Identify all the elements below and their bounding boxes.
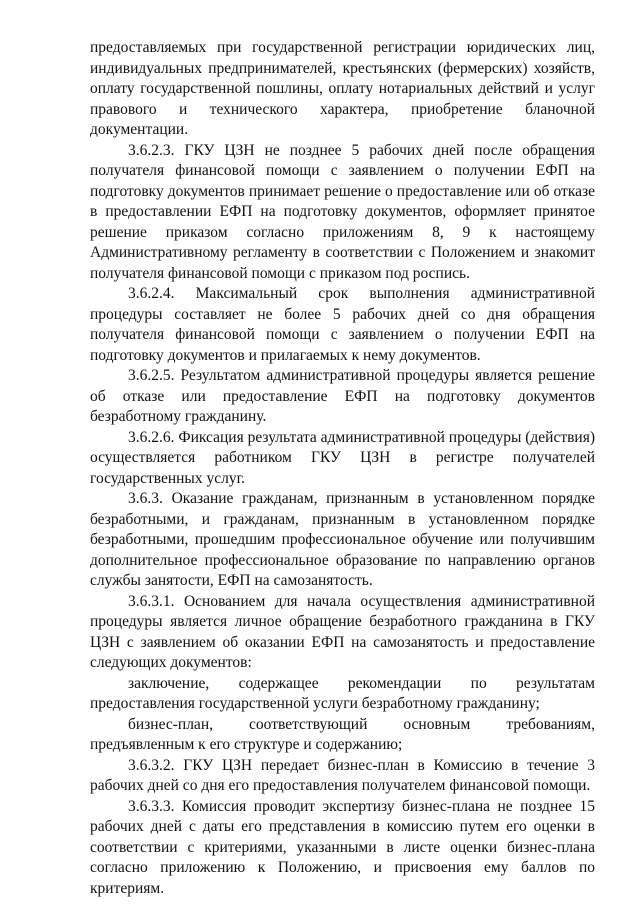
list-item-business-plan: бизнес-план, соответствующий основным требованиям, предъявленным к его структуре и содержанию; <box>90 715 595 753</box>
paragraph-3-6-2-6: 3.6.2.6. Фиксация результата административной процедуры (действия) осуществляется работником ГКУ ЦЗН в регистре получателей государственных услуг. <box>90 428 596 487</box>
paragraph-continuation: предоставляемых при государственной регистрации юридических лиц, индивидуальных предпринимателей, крестьянских (фермерских) хозяйств, оплату государственной пошлины, оплату нотариальных действий и услуг правового и технического характера, приобретение бланочной документации. <box>90 39 595 138</box>
paragraph-3-6-3-3: 3.6.3.3. Комиссия проводит экспертизу бизнес-плана не позднее 15 рабочих дней с даты его представления в комиссию путем его оценки в соответствии с критериями, указанными в листе оценки бизнес-плана согласно приложению к Положению, и присвоения ему баллов по критериям. <box>90 797 595 897</box>
document-body <box>90 38 595 899</box>
paragraph-3-6-3: 3.6.3. Оказание гражданам, признанным в установленном порядке безработными, и гражданам, признанным в установленном порядке безработными, прошедшим профессиональное обучение или получившим дополнительное профессиональное образование по направлению органов службы занятости, ЕФП на самозанятость. <box>90 490 595 589</box>
paragraph-3-6-2-3: 3.6.2.3. ГКУ ЦЗН не позднее 5 рабочих дней после обращения получателя финансовой помощи с заявлением о получении ЕФП на подготовку документов принимает решение о предоставление или об отказе в предоставлении ЕФП на подготовку документов, оформляет принятое решение приказом согласно приложениям 8, 9 к настоящему Административному регламенту в соответствии с Положением и знакомит получателя финансовой помощи с приказом под роспись. <box>90 141 595 282</box>
list-item-conclusion: заключение, содержащее рекомендации по результатам предоставления государственной услуги безработному гражданину; <box>90 674 595 712</box>
paragraph-3-6-2-4: 3.6.2.4. Максимальный срок выполнения административной процедуры составляет не более 5 рабочих дней со дня обращения получателя финансовой помощи с заявлением о получении ЕФП на подготовку документов и прилагаемых к нему документов. <box>90 285 595 364</box>
paragraph-3-6-2-5: 3.6.2.5. Результатом административной процедуры является решение об отказе или предоставление ЕФП на подготовку документов безработному гражданину. <box>90 367 595 425</box>
paragraph-3-6-3-2: 3.6.3.2. ГКУ ЦЗН передает бизнес-план в Комиссию в течение 3 рабочих дней со дня его предоставления получателем финансовой помощи. <box>90 756 595 794</box>
paragraph-3-6-3-1: 3.6.3.1. Основанием для начала осуществления административной процедуры является личное обращение безработного гражданина в ГКУ ЦЗН с заявлением об оказании ЕФП на самозанятость и предоставление следующих документов: <box>90 592 595 671</box>
